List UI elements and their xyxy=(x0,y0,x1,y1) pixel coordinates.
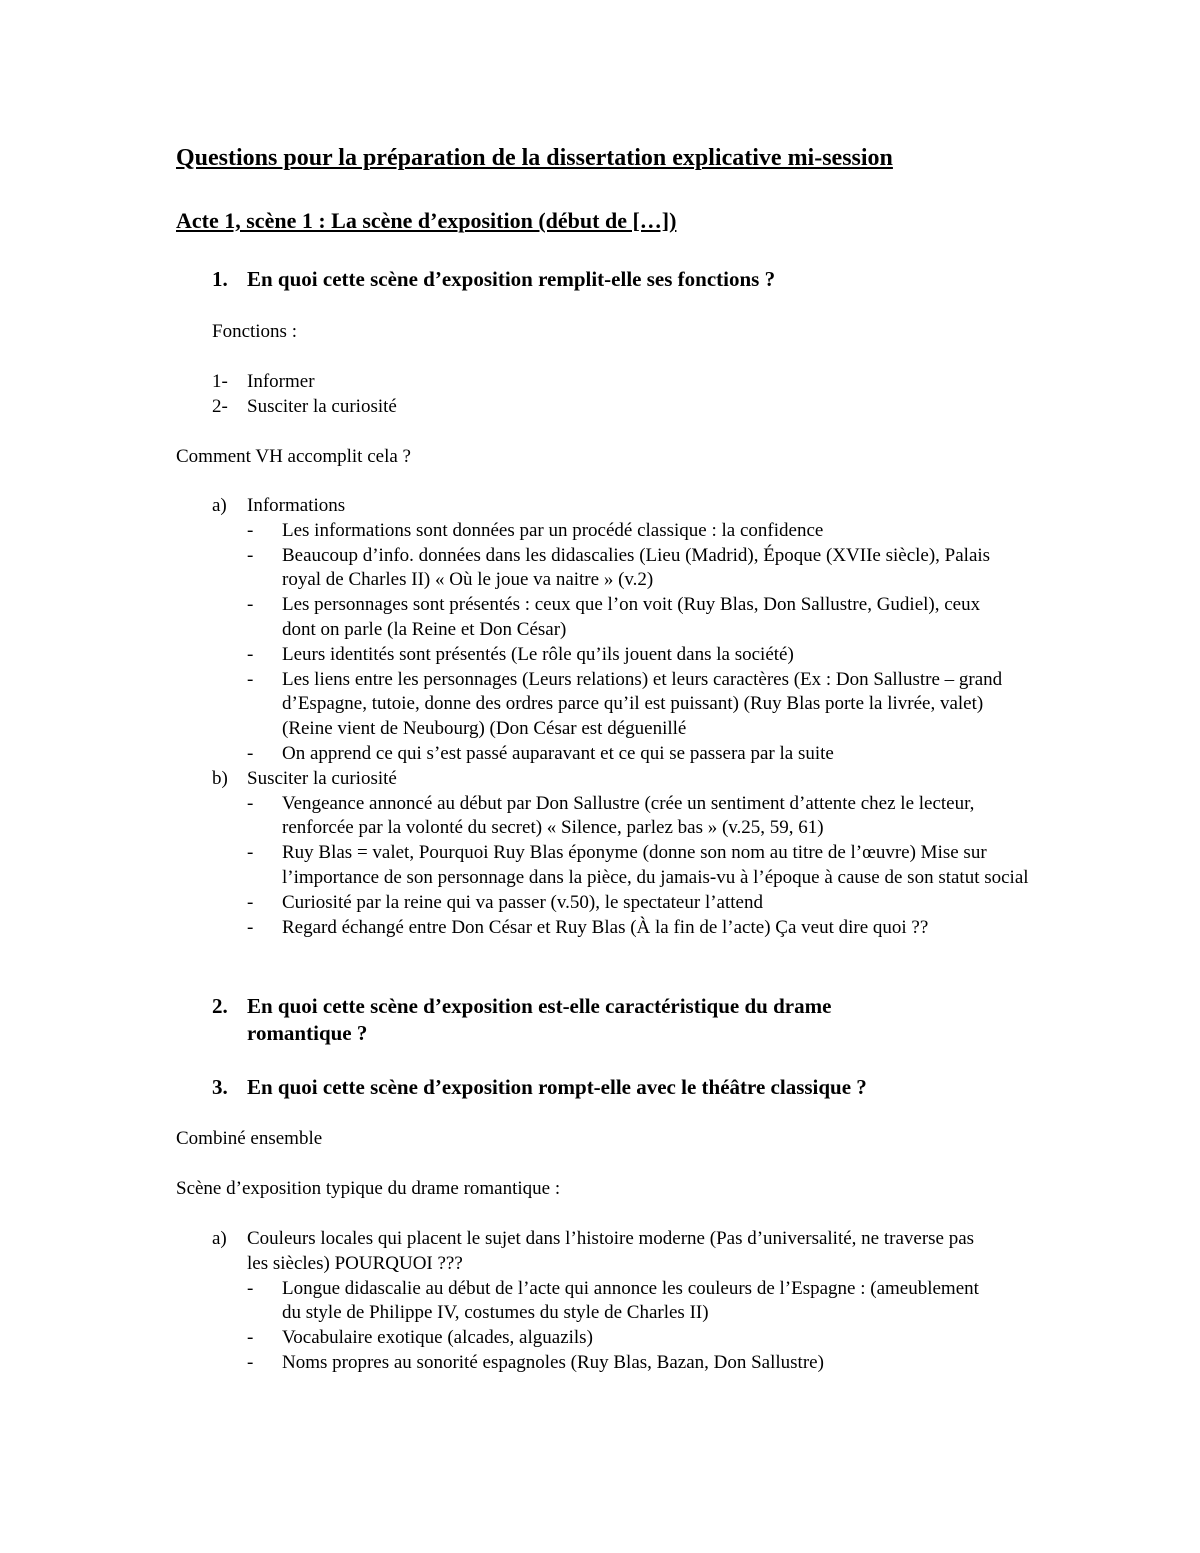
list-item-text: Beaucoup d’info. données dans les didascalies (Lieu (Madrid), Époque (XVIIe siècle), Palais royal de Charles II) « Où le joue va naitre » (v.2) xyxy=(282,544,991,591)
list-marker: a) xyxy=(212,495,227,516)
fonctions-label: Fonctions : xyxy=(212,321,297,342)
question-text: En quoi cette scène d’exposition remplit-elle ses fonctions ? xyxy=(247,267,776,291)
list-item-text: Regard échangé entre Don César et Ruy Blas (À la fin de l’acte) Ça veut dire quoi ?? xyxy=(282,916,929,938)
list-item-text: Vocabulaire exotique (alcades, alguazils) xyxy=(282,1327,593,1349)
question-number: 3. xyxy=(212,1075,228,1099)
question-number: 1. xyxy=(212,267,228,291)
curiosite-items xyxy=(247,792,1112,941)
list-item xyxy=(247,891,1112,916)
question-3 xyxy=(212,1074,1032,1101)
list-item xyxy=(247,519,1112,544)
list-item xyxy=(247,544,1112,594)
list-item xyxy=(247,916,1112,941)
section-title: Susciter la curiosité xyxy=(247,767,397,789)
list-item-text: Les liens entre les personnages (Leurs relations) et leurs caractères (Ex : Don Sallustre – grand d’Espagne, tutoie, donne des ordres parce qu’il est puissant) (Ruy Blas porte la livrée, valet) (Reine vient de Neubourg) (Don César est déguenillé xyxy=(282,668,1003,740)
list-item xyxy=(247,593,1112,643)
list-item xyxy=(212,395,1112,420)
dash-marker: - xyxy=(247,668,254,690)
section-couleurs-locales xyxy=(212,1227,1112,1376)
analysis-list xyxy=(212,494,1112,940)
dash-marker: - xyxy=(247,916,254,938)
couleurs-items xyxy=(247,1277,982,1376)
list-item xyxy=(247,1326,982,1351)
section-title: Informations xyxy=(247,495,346,516)
section-title: Couleurs locales qui placent le sujet dans l’histoire moderne (Pas d’universalité, ne traverse pas les siècles) POURQUOI ??? xyxy=(247,1228,975,1274)
list-item-text: Leurs identités sont présentés (Le rôle qu’ils jouent dans la société) xyxy=(282,643,794,665)
list-item xyxy=(212,370,1112,395)
dash-marker: - xyxy=(247,891,254,913)
dash-marker: - xyxy=(247,594,254,616)
dash-marker: - xyxy=(247,1277,254,1299)
comment-line: Comment VH accomplit cela ? xyxy=(176,446,411,467)
dash-marker: - xyxy=(247,842,254,864)
list-item-text: Ruy Blas = valet, Pourquoi Ruy Blas éponyme (donne son nom au titre de l’œuvre) Mise sur l’importance de son personnage dans la pièce, du jamais-vu à l’époque à cause de son statut social xyxy=(282,842,1029,888)
combine-line: Combiné ensemble xyxy=(176,1128,323,1149)
list-marker: 1- xyxy=(212,371,228,392)
question-2 xyxy=(212,993,932,1047)
list-item xyxy=(247,1277,982,1327)
section-informations xyxy=(212,494,1112,767)
list-item-text: Noms propres au sonorité espagnoles (Ruy Blas, Bazan, Don Sallustre) xyxy=(282,1351,824,1373)
question-text: En quoi cette scène d’exposition est-elle caractéristique du drame romantique ? xyxy=(247,994,832,1045)
list-item-text: Susciter la curiosité xyxy=(247,395,397,417)
list-item xyxy=(247,1351,982,1376)
dash-marker: - xyxy=(247,519,254,541)
dash-marker: - xyxy=(247,742,254,764)
romantique-list xyxy=(212,1227,1112,1376)
typique-line: Scène d’exposition typique du drame romantique : xyxy=(176,1178,561,1199)
section-heading: Acte 1, scène 1 : La scène d’exposition (début de […]) xyxy=(176,208,677,233)
dash-marker: - xyxy=(247,544,254,566)
dash-marker: - xyxy=(247,1327,254,1349)
dash-marker: - xyxy=(247,792,254,814)
question-1 xyxy=(212,266,1032,293)
list-marker: 2- xyxy=(212,395,228,417)
document-title: Questions pour la préparation de la dissertation explicative mi-session xyxy=(176,145,893,171)
list-item-text: On apprend ce qui s’est passé auparavant et ce qui se passera par la suite xyxy=(282,742,834,764)
list-item-text: Les informations sont données par un procédé classique : la confidence xyxy=(282,519,824,541)
list-marker: a) xyxy=(212,1228,227,1249)
question-text: En quoi cette scène d’exposition rompt-elle avec le théâtre classique ? xyxy=(247,1075,867,1099)
list-item xyxy=(247,841,1112,891)
list-item xyxy=(247,668,1112,742)
informations-items xyxy=(247,519,1112,767)
list-item-text: Vengeance annoncé au début par Don Sallustre (crée un sentiment d’attente chez le lecteur, renforcée par la volonté du secret) « Silence, parlez bas » (v.25, 59, 61) xyxy=(282,792,975,839)
list-item xyxy=(247,792,1112,842)
dash-marker: - xyxy=(247,1351,254,1373)
list-item xyxy=(247,742,1112,767)
list-item-text: Curiosité par la reine qui va passer (v.50), le spectateur l’attend xyxy=(282,891,763,913)
list-item-text: Informer xyxy=(247,371,315,392)
fonctions-list xyxy=(212,370,1112,420)
list-item xyxy=(247,643,1112,668)
dash-marker: - xyxy=(247,643,254,665)
list-item-text: Longue didascalie au début de l’acte qui annonce les couleurs de l’Espagne : (ameublement du style de Philippe IV, costumes du style de Charles II) xyxy=(282,1277,979,1324)
list-marker: b) xyxy=(212,767,228,789)
list-item-text: Les personnages sont présentés : ceux que l’on voit (Ruy Blas, Don Sallustre, Gudiel), ceux dont on parle (la Reine et Don César) xyxy=(282,594,981,640)
question-number: 2. xyxy=(212,994,228,1018)
section-curiosite xyxy=(212,767,1112,941)
